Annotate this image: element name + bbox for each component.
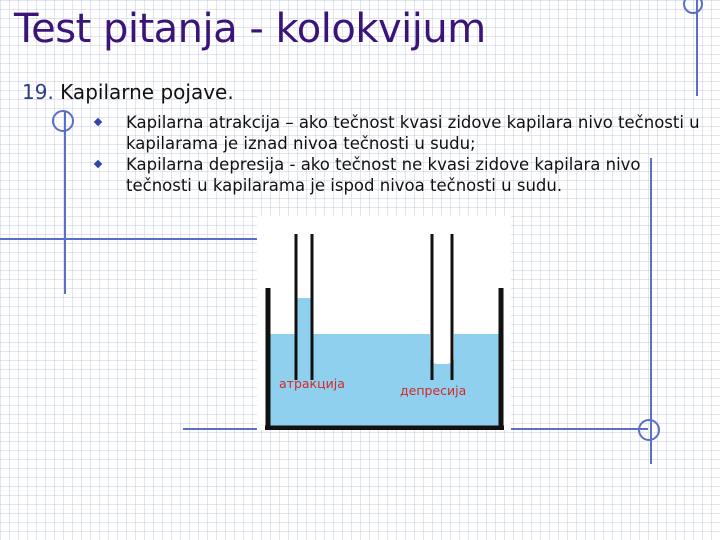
decor-line-top-right (696, 0, 698, 96)
decor-ring-left (52, 110, 74, 132)
diamond-bullet-icon (94, 160, 102, 168)
decor-line-left-vertical (64, 112, 66, 294)
question-text: Kapilarne pojave. (60, 80, 234, 104)
decor-ring-top-right (683, 0, 703, 14)
bullet-item-attraction (94, 112, 704, 154)
bullet-text: Kapilarna atrakcija – ako tečnost kvasi zidove kapilara nivo tečnosti u kapilarama je iznad nivoa tečnosti u sudu; (126, 113, 700, 153)
bullet-text: Kapilarna depresija - ako tečnost ne kvasi zidove kapilara nivo tečnosti u kapilarama je ispod nivoa tečnosti u sudu. (126, 155, 641, 195)
question-heading (22, 80, 234, 104)
left-capillary-liquid (298, 306, 310, 334)
capillary-diagram-svg (257, 216, 511, 430)
label-attraction: атракција (279, 376, 345, 391)
bullet-list (94, 112, 704, 196)
decor-line-left-horizontal (0, 238, 262, 240)
bullet-item-depression (94, 154, 704, 196)
slide-title: Test pitanja - kolokvijum (14, 6, 486, 52)
question-number: 19. (22, 80, 54, 104)
decor-ring-bottom-right (638, 419, 660, 441)
diamond-bullet-icon (94, 118, 102, 126)
label-depression: депресија (400, 383, 467, 398)
capillary-diagram (257, 216, 511, 430)
